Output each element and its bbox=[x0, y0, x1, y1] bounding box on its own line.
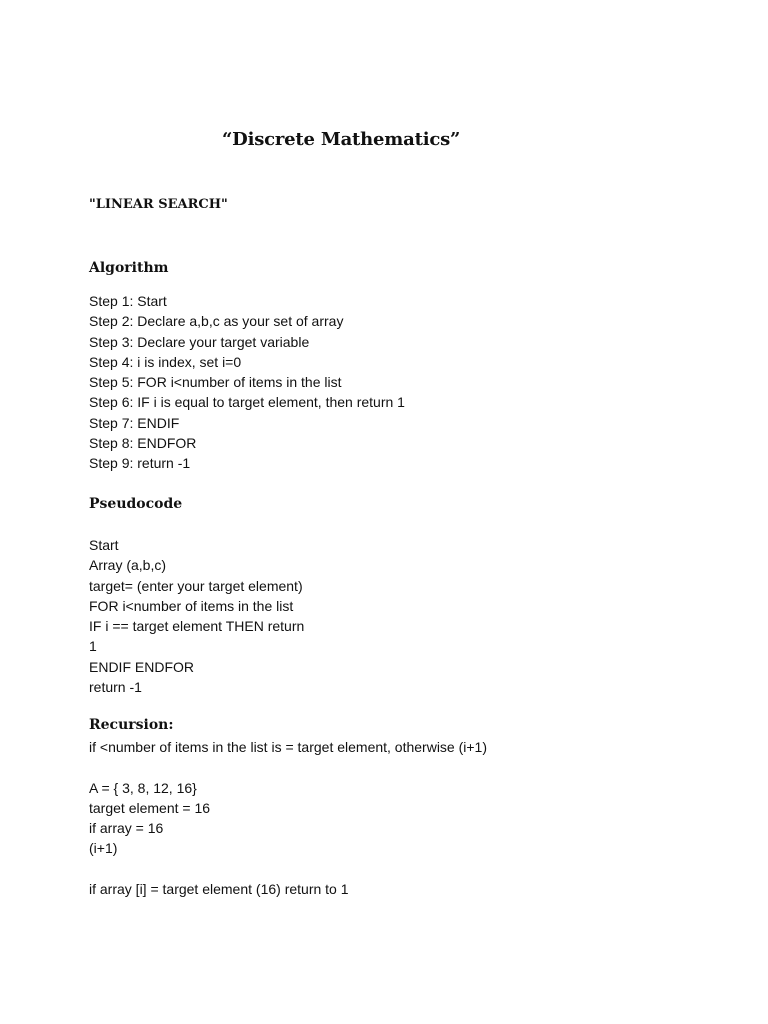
pseudocode-line: Start bbox=[89, 537, 119, 553]
section-heading-recursion: Recursion: bbox=[89, 717, 174, 733]
algorithm-step: Step 9: return -1 bbox=[89, 455, 191, 472]
recursion-line: (i+1) bbox=[89, 840, 118, 857]
section-heading-linear-search: "LINEAR SEARCH" bbox=[89, 197, 228, 212]
recursion-line: if array = 16 bbox=[89, 820, 164, 837]
algorithm-step: Step 2: Declare a,b,c as your set of array bbox=[89, 313, 344, 330]
algorithm-step: Step 3: Declare your target variable bbox=[89, 333, 310, 350]
recursion-line: if <number of items in the list is = target element, otherwise (i+1) bbox=[89, 739, 488, 755]
recursion-lines bbox=[89, 737, 487, 899]
recursion-line: if array [i] = target element (16) return to 1 bbox=[89, 881, 349, 898]
pseudocode-line: target= (enter your target element) bbox=[89, 577, 303, 594]
blank-line bbox=[89, 859, 487, 879]
recursion-line: A = { 3, 8, 12, 16} bbox=[89, 779, 197, 796]
pseudocode-line: Array (a,b,c) bbox=[89, 557, 167, 574]
pseudocode-lines bbox=[89, 535, 304, 697]
algorithm-step: Step 5: FOR i<number of items in the list bbox=[89, 374, 342, 391]
pseudocode-line: ENDIF ENDFOR bbox=[89, 658, 194, 675]
algorithm-step: Step 4: i is index, set i=0 bbox=[89, 353, 242, 370]
algorithm-step: Step 7: ENDIF bbox=[89, 414, 180, 431]
pseudocode-line: IF i == target element THEN return bbox=[89, 618, 305, 635]
recursion-line: target element = 16 bbox=[89, 799, 211, 816]
algorithm-step: Step 1: Start bbox=[89, 293, 167, 309]
pseudocode-line: return -1 bbox=[89, 679, 142, 696]
blank-line bbox=[89, 757, 487, 777]
algorithm-steps bbox=[89, 291, 405, 474]
pseudocode-line: 1 bbox=[89, 638, 97, 655]
algorithm-step: Step 6: IF i is equal to target element, then return 1 bbox=[89, 394, 405, 411]
algorithm-step: Step 8: ENDFOR bbox=[89, 435, 197, 452]
document-title: “Discrete Mathematics” bbox=[222, 129, 461, 150]
pseudocode-line: FOR i<number of items in the list bbox=[89, 597, 294, 614]
section-heading-algorithm: Algorithm bbox=[89, 260, 169, 276]
section-heading-pseudocode: Pseudocode bbox=[89, 496, 183, 512]
